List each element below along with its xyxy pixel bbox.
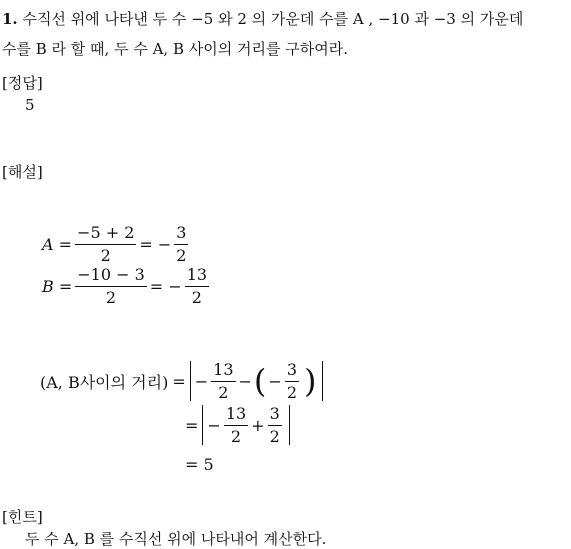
distance-line-2 — [185, 404, 294, 446]
eq-b-result-fraction — [185, 266, 209, 307]
question-text-1: 수직선 위에 나타낸 두 수 −5 와 2 의 가운데 수를 A , −10 과 −3 의 가운데 — [22, 10, 524, 28]
question-line-2 — [2, 34, 348, 64]
abs-bar-right-1 — [322, 361, 323, 401]
distance-op-1: − — [238, 371, 252, 391]
eq-b-numerator: −10 − 3 — [75, 266, 147, 287]
question-line-1 — [2, 4, 523, 34]
left-paren: ( — [253, 362, 267, 400]
question-number: 1. — [2, 10, 18, 28]
eq-a-mid: = − — [139, 235, 172, 254]
abs-bar-right-2 — [289, 405, 290, 445]
distance-fraction-2 — [285, 361, 299, 402]
distance-line-1 — [40, 360, 327, 402]
eq-b-result-numerator: 13 — [185, 266, 209, 287]
eq-b-lhs: B = — [42, 277, 73, 296]
eq-a-result-denominator: 2 — [176, 246, 187, 265]
distance-fraction-3 — [224, 405, 248, 446]
eq-b-result-denominator: 2 — [191, 288, 202, 307]
distance-fraction-4 — [268, 405, 282, 446]
equation-a — [42, 224, 191, 265]
eq-a-result-fraction — [174, 224, 188, 265]
hint-heading: [힌트] — [2, 508, 43, 526]
distance-minus-1: − — [194, 371, 209, 391]
distance-fraction-3-den: 2 — [230, 426, 242, 446]
eq-b-fraction — [75, 266, 147, 307]
distance-fraction-4-den: 2 — [269, 426, 280, 446]
answer-heading: [정답] — [2, 74, 43, 92]
distance-fraction-4-num: 3 — [268, 405, 282, 426]
answer-value: 5 — [25, 96, 35, 114]
equation-b — [42, 266, 212, 307]
eq-a-denominator: 2 — [100, 246, 111, 265]
distance-eq-1: = — [172, 371, 186, 391]
distance-fraction-3-num: 13 — [224, 405, 248, 426]
abs-bar-left-2 — [202, 405, 203, 445]
distance-inner-minus: − — [268, 371, 282, 391]
distance-eq-2: = — [185, 415, 199, 435]
distance-op-2: + — [251, 415, 265, 435]
eq-a-fraction — [75, 224, 136, 265]
eq-a-numerator: −5 + 2 — [75, 224, 136, 245]
abs-bar-left-1 — [190, 361, 191, 401]
eq-b-denominator: 2 — [105, 288, 117, 307]
distance-lhs: (A, B사이의 거리) — [40, 372, 169, 392]
distance-fraction-2-num: 3 — [285, 361, 299, 382]
eq-a-result-numerator: 3 — [174, 224, 188, 245]
distance-fraction-2-den: 2 — [286, 382, 297, 402]
distance-fraction-1 — [211, 361, 235, 402]
distance-fraction-1-den: 2 — [218, 382, 229, 402]
distance-minus-2: − — [207, 415, 221, 435]
question-text-2: 수를 B 라 할 때, 두 수 A, B 사이의 거리를 구하여라. — [2, 40, 348, 58]
eq-a-lhs: A = — [42, 235, 73, 254]
right-paren: ) — [304, 362, 317, 400]
distance-result: = 5 — [185, 455, 214, 474]
distance-fraction-1-num: 13 — [211, 361, 235, 382]
hint-text: 두 수 A, B 를 수직선 위에 나타내어 계산한다. — [25, 530, 327, 548]
eq-b-mid: = − — [149, 277, 182, 296]
explanation-heading: [해설] — [2, 163, 43, 181]
